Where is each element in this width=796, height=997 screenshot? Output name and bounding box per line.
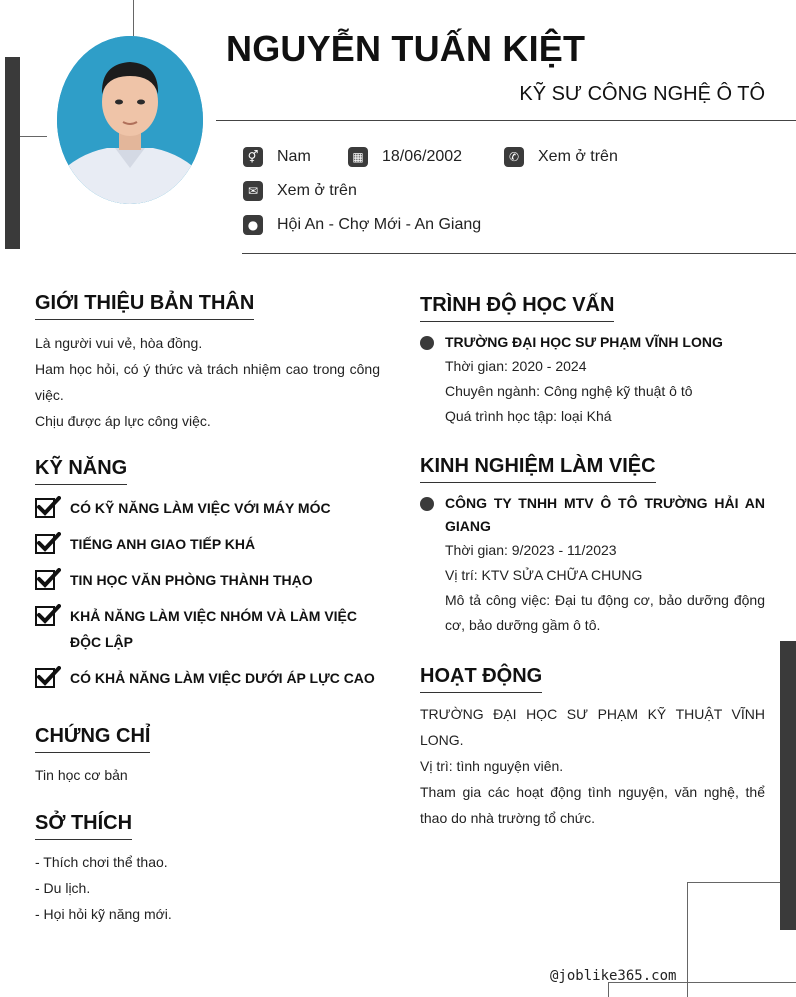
certificate-item: Tin học cơ bản xyxy=(35,767,128,783)
about-line: Là người vui vẻ, hòa đồng. xyxy=(35,335,203,351)
education-entry xyxy=(445,331,765,429)
activities-heading: HOẠT ĐỘNG xyxy=(420,665,542,693)
experience-heading: KINH NGHIỆM LÀM VIỆC xyxy=(420,455,656,483)
hobby-item: - Họi hỏi kỹ năng mới. xyxy=(35,906,172,922)
left-connector-line xyxy=(20,136,47,137)
checkbox-check-icon xyxy=(35,568,61,590)
experience-time: Thời gian: 9/2023 - 11/2023 xyxy=(445,542,617,558)
corner-frame-top xyxy=(687,882,780,883)
activities-text xyxy=(420,701,765,831)
skill-item xyxy=(35,531,385,557)
contact-phone xyxy=(504,147,618,167)
location-pin-icon: ● xyxy=(243,215,263,235)
contact-address xyxy=(243,215,481,235)
avatar-illustration xyxy=(57,36,203,204)
experience-entry xyxy=(445,492,765,638)
checkbox-check-icon xyxy=(35,496,61,518)
skills-list xyxy=(35,495,385,691)
skills-heading: KỸ NĂNG xyxy=(35,457,127,485)
about-heading: GIỚI THIỆU BẢN THÂN xyxy=(35,292,254,320)
right-accent-bar xyxy=(780,641,796,930)
activity-org: TRƯỜNG ĐẠI HỌC SƯ PHẠM KỸ THUẬT VĨNH LONG. xyxy=(420,706,765,748)
hobby-item: - Du lịch. xyxy=(35,880,91,896)
contact-gender xyxy=(243,147,311,167)
watermark: @joblike365.com xyxy=(550,968,677,984)
header-divider-top xyxy=(216,120,796,121)
skill-label: TIN HỌC VĂN PHÒNG THÀNH THẠO xyxy=(70,572,313,588)
school-name: TRƯỜNG ĐẠI HỌC SƯ PHẠM VĨNH LONG xyxy=(445,334,723,350)
skill-label: CÓ KHẢ NĂNG LÀM VIỆC DƯỚI ÁP LỰC CAO xyxy=(70,670,375,686)
about-line: Chịu được áp lực công việc. xyxy=(35,413,211,429)
hobby-item: - Thích chơi thể thao. xyxy=(35,854,168,870)
skill-label: TIẾNG ANH GIAO TIẾP KHÁ xyxy=(70,536,256,552)
education-time: Thời gian: 2020 - 2024 xyxy=(445,358,587,374)
education-bullet xyxy=(420,336,434,350)
skill-item xyxy=(35,567,385,593)
gender-value: Nam xyxy=(277,148,311,165)
phone-value: Xem ở trên xyxy=(538,148,618,165)
avatar-photo xyxy=(57,36,203,204)
checkbox-check-icon xyxy=(35,604,61,626)
experience-description: Mô tả công việc: Đại tu động cơ, bảo dưỡng động cơ, bảo dưỡng gầm ô tô. xyxy=(445,592,765,633)
skill-label: KHẢ NĂNG LÀM VIỆC NHÓM VÀ LÀM VIỆC ĐỘC LẬP xyxy=(70,608,357,650)
mail-icon: ✉ xyxy=(243,181,263,201)
about-line: Ham học hỏi, có ý thức và trách nhiệm cao trong công việc. xyxy=(35,361,380,403)
address-value: Hội An - Chợ Mới - An Giang xyxy=(277,216,482,233)
education-heading: TRÌNH ĐỘ HỌC VẤN xyxy=(420,294,614,322)
education-major: Chuyên ngành: Công nghệ kỹ thuật ô tô xyxy=(445,383,693,399)
top-vertical-line xyxy=(133,0,134,36)
email-value: Xem ở trên xyxy=(277,182,357,199)
certificates-heading: CHỨNG CHỈ xyxy=(35,725,150,753)
skill-item xyxy=(35,603,385,655)
activity-description: Tham gia các hoạt động tình nguyện, văn nghệ, thể thao do nhà trường tổ chức. xyxy=(420,784,765,826)
phone-icon: ✆ xyxy=(504,147,524,167)
birthday-value: 18/06/2002 xyxy=(382,148,463,165)
hobbies-list xyxy=(35,849,172,927)
hobbies-heading: SỞ THÍCH xyxy=(35,812,132,840)
experience-position: Vị trí: KTV SỬA CHỮA CHUNG xyxy=(445,567,643,583)
activity-role: Vị trì: tình nguyện viên. xyxy=(420,758,564,774)
contact-birthday xyxy=(348,147,462,167)
skill-item xyxy=(35,495,385,521)
checkbox-check-icon xyxy=(35,666,61,688)
candidate-name: NGUYỄN TUẤN KIỆT xyxy=(226,28,586,69)
left-accent-bar xyxy=(5,57,20,249)
skill-item xyxy=(35,665,385,691)
header-divider-bottom xyxy=(242,253,796,254)
education-result: Quá trình học tập: loại Khá xyxy=(445,408,612,424)
job-title: KỸ SƯ CÔNG NGHỆ Ô TÔ xyxy=(519,83,765,105)
corner-frame-left xyxy=(687,882,688,997)
corner-frame-tick xyxy=(608,982,609,997)
checkbox-check-icon xyxy=(35,532,61,554)
contact-email xyxy=(243,181,357,201)
gender-icon: ⚥ xyxy=(243,147,263,167)
skill-label: CÓ KỸ NĂNG LÀM VIỆC VỚI MÁY MÓC xyxy=(70,500,331,516)
company-name: CÔNG TY TNHH MTV Ô TÔ TRƯỜNG HẢI AN GIANG xyxy=(445,495,765,534)
calendar-icon: ▦ xyxy=(348,147,368,167)
about-text xyxy=(35,330,380,434)
experience-bullet xyxy=(420,497,434,511)
